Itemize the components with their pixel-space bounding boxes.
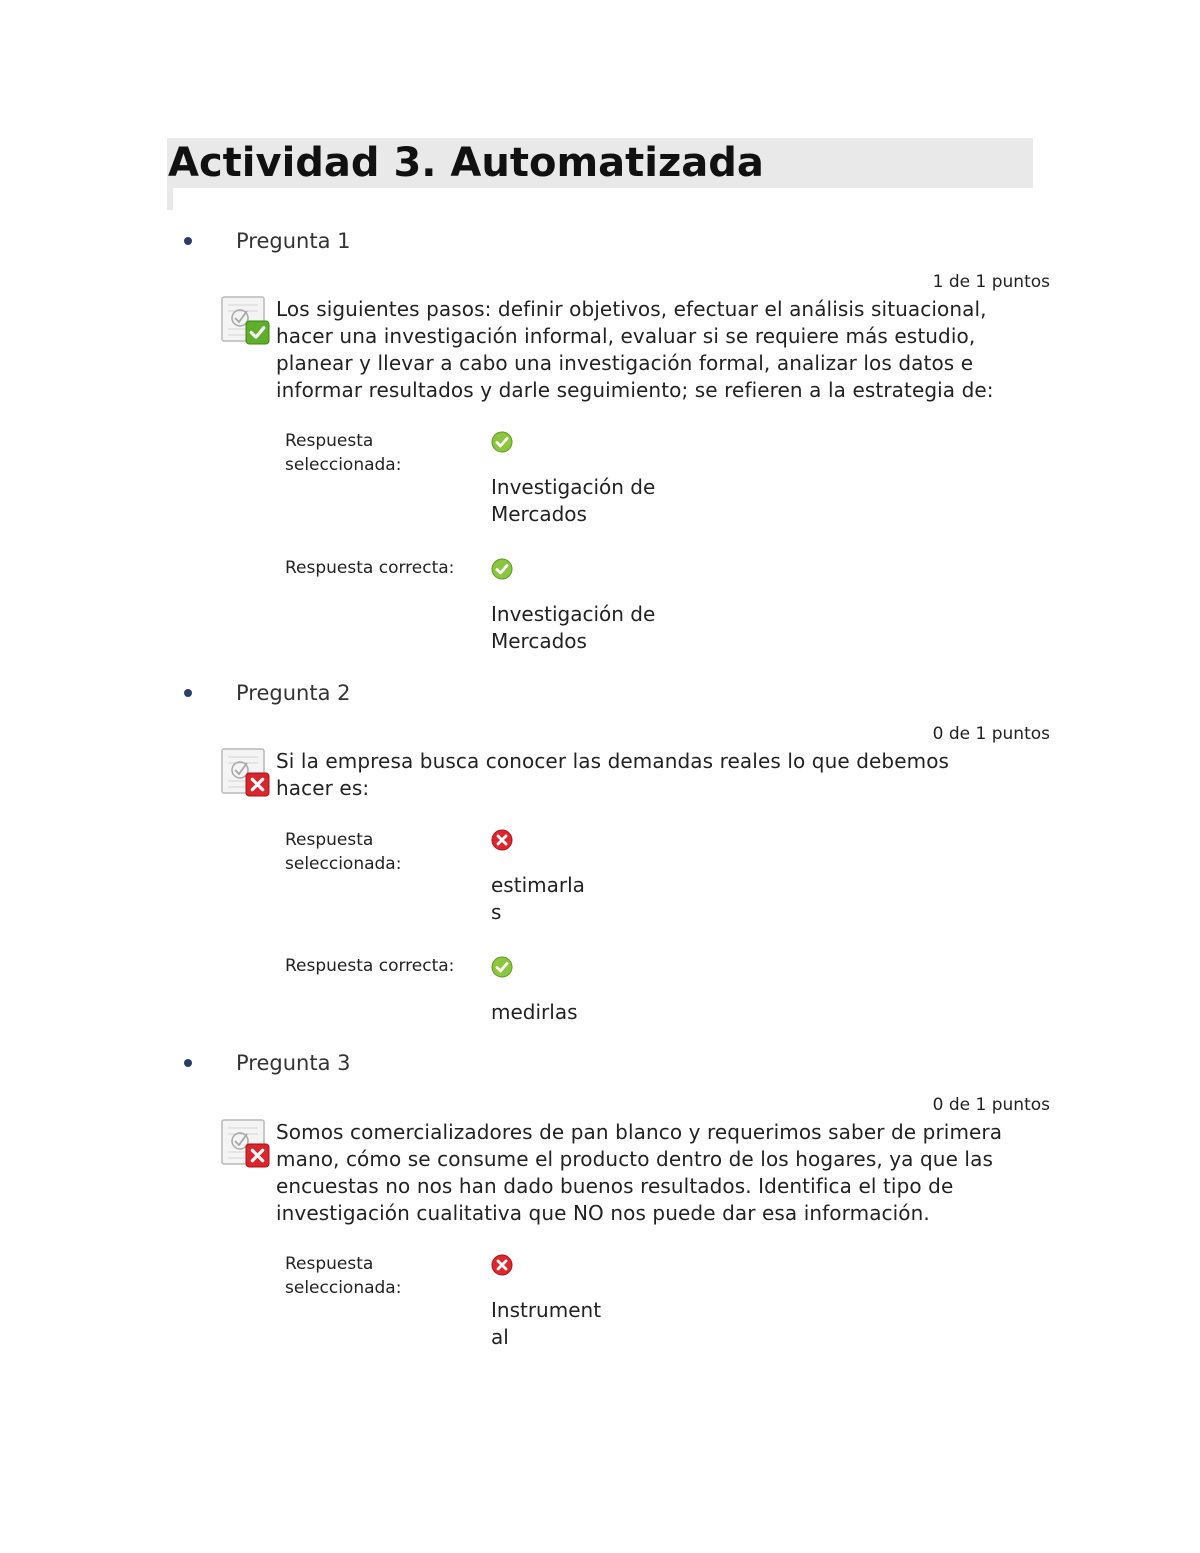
selected-answer — [491, 872, 585, 926]
selected-answer-line: s — [491, 900, 502, 924]
correct-answer-line: Investigación de — [491, 602, 656, 626]
question-text-line: hacer es: — [276, 776, 370, 800]
question-text — [276, 296, 1066, 404]
question-score: 1 de 1 puntos — [932, 272, 1050, 292]
correct-answer-line: medirlas — [491, 1000, 578, 1024]
question-text-line: mano, cómo se consume el producto dentro de los hogares, ya que las — [276, 1147, 993, 1171]
question-score: 0 de 1 puntos — [932, 724, 1050, 744]
correct-answer-label: Respuesta correcta: — [285, 558, 455, 578]
selected-answer-line: al — [491, 1325, 509, 1349]
question-text — [276, 1119, 1066, 1227]
question-label: Pregunta 1 — [236, 229, 351, 253]
correct-answer — [491, 999, 578, 1026]
x-circle-icon — [491, 1254, 513, 1276]
question-label: Pregunta 2 — [236, 681, 351, 705]
correct-answer-label: Respuesta correcta: — [285, 956, 455, 976]
question-text — [276, 748, 1066, 802]
selected-answer — [491, 1297, 601, 1351]
question-text-line: hacer una investigación informal, evaluar si se requiere más estudio, — [276, 324, 976, 348]
question-text-line: Somos comercializadores de pan blanco y requerimos saber de primera — [276, 1120, 1003, 1144]
check-circle-icon — [491, 558, 513, 580]
selected-answer-line: Mercados — [491, 502, 587, 526]
question-text-line: planear y llevar a cabo una investigación formal, analizar los datos e — [276, 351, 974, 375]
check-circle-icon — [491, 956, 513, 978]
selected-answer — [491, 474, 655, 528]
question-text-line: Los siguientes pasos: definir objetivos, efectuar el análisis situacional, — [276, 297, 987, 321]
question-score: 0 de 1 puntos — [932, 1095, 1050, 1115]
list-bullet — [184, 1059, 192, 1067]
list-bullet — [184, 689, 192, 697]
check-circle-icon — [491, 431, 513, 453]
correct-answer-line: Mercados — [491, 629, 587, 653]
question-label: Pregunta 3 — [236, 1051, 351, 1075]
title-accent — [167, 188, 173, 210]
selected-answer-line: estimarla — [491, 873, 585, 897]
question-incorrect-icon — [220, 1118, 272, 1170]
question-text-line: Si la empresa busca conocer las demandas reales lo que debemos — [276, 749, 950, 773]
x-circle-icon — [491, 829, 513, 851]
question-text-line: encuestas no nos han dado buenos resultados. Identifica el tipo de — [276, 1174, 954, 1198]
question-correct-icon — [220, 295, 272, 347]
question-text-line: investigación cualitativa que NO nos puede dar esa información. — [276, 1201, 930, 1225]
list-bullet — [184, 237, 192, 245]
correct-answer — [491, 601, 655, 655]
page-title: Actividad 3. Automatizada — [168, 140, 764, 186]
question-incorrect-icon — [220, 747, 272, 799]
selected-answer-line: Instrument — [491, 1298, 602, 1322]
selected-answer-line: Investigación de — [491, 475, 656, 499]
selected-answer-label: Respuesta seleccionada: — [285, 1254, 402, 1298]
selected-answer-label: Respuesta seleccionada: — [285, 830, 402, 874]
question-text-line: informar resultados y darle seguimiento; se refieren a la estrategia de: — [276, 378, 994, 402]
selected-answer-label: Respuesta seleccionada: — [285, 431, 402, 475]
